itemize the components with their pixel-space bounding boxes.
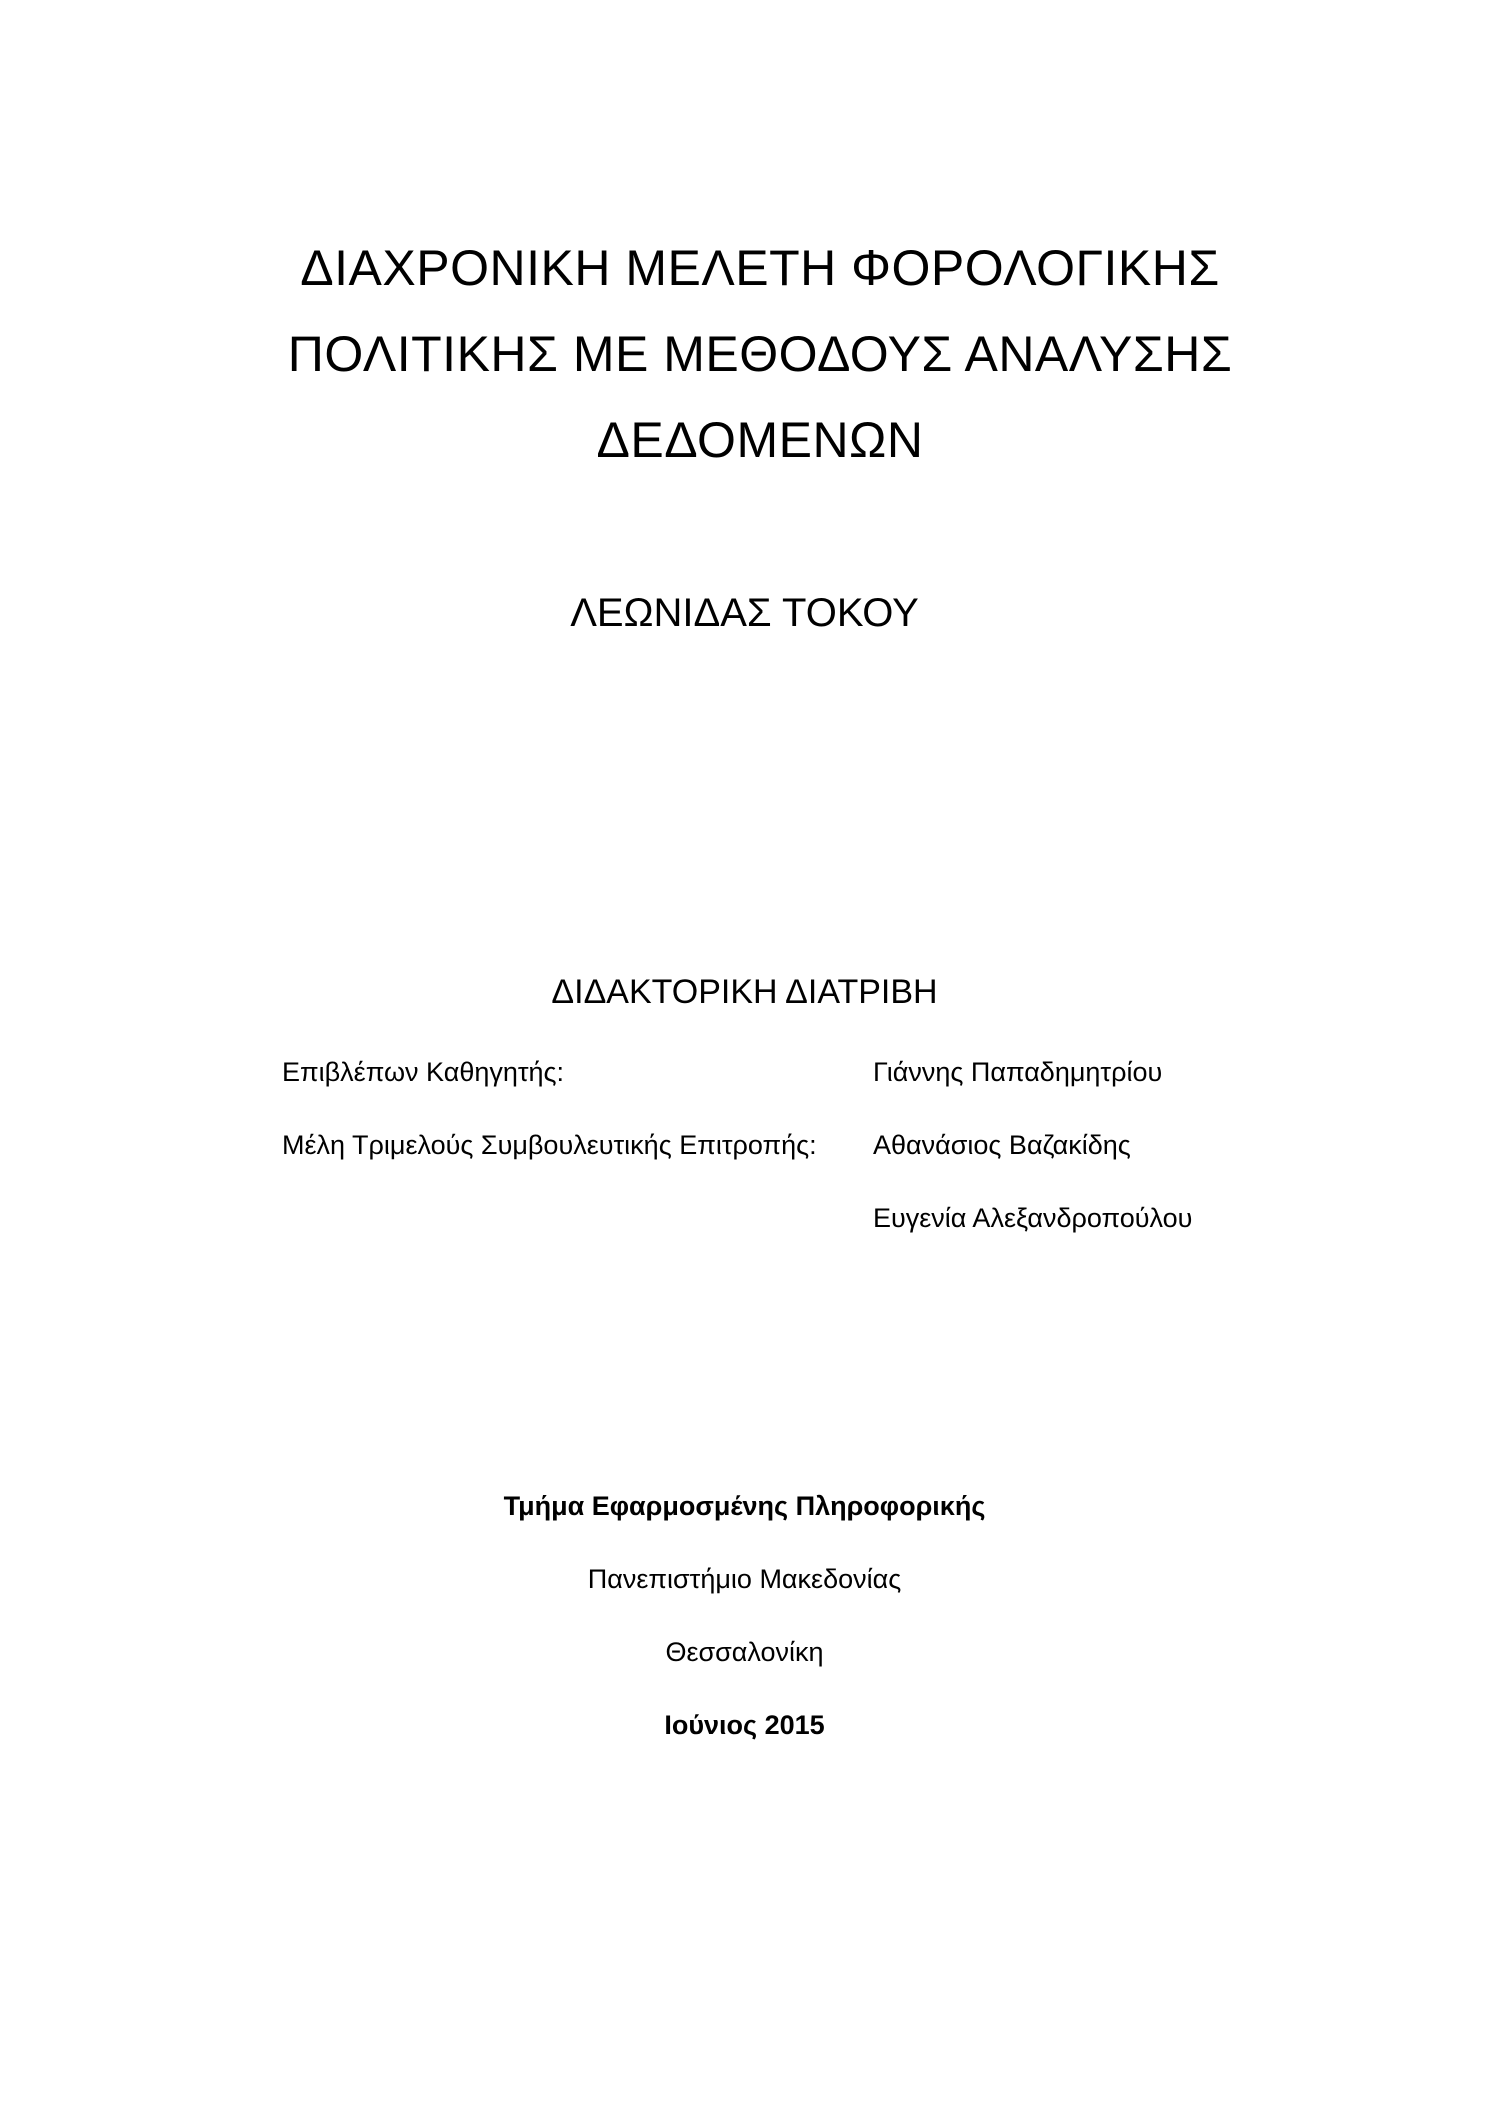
thesis-title-line-2: ΠΟΛΙΤΙΚΗΣ ΜΕ ΜΕΘΟΔΟΥΣ ΑΝΑΛΥΣΗΣ (287, 326, 1233, 382)
supervisor-name: Γιάννης Παπαδημητρίου (873, 1057, 1163, 1087)
supervisor-label: Επιβλέπων Καθηγητής: (282, 1057, 565, 1087)
department-name: Τμήμα Εφαρμοσμένης Πληροφορικής (503, 1491, 986, 1521)
committee-member-1: Αθανάσιος Βαζακίδης (873, 1130, 1131, 1160)
university-name: Πανεπιστήμιο Μακεδονίας (587, 1564, 902, 1594)
submission-date: Ιούνιος 2015 (664, 1710, 825, 1740)
thesis-title-line-1: ΔΙΑΧΡΟΝΙΚΗ ΜΕΛΕΤΗ ΦΟΡΟΛΟΓΙΚΗΣ (300, 240, 1220, 296)
committee-member-2: Ευγενία Αλεξανδροπούλου (873, 1203, 1193, 1233)
city-name: Θεσσαλονίκη (665, 1637, 824, 1667)
thesis-title-line-3: ΔΕΔΟΜΕΝΩΝ (596, 412, 924, 468)
committee-members-label: Μέλη Τριμελούς Συμβουλευτικής Επιτροπής: (282, 1130, 817, 1160)
author-name: ΛΕΩΝΙΔΑΣ ΤΟΚΟΥ (570, 591, 919, 635)
thesis-title (240, 225, 1280, 483)
document-type: ΔΙΔΑΚΤΟΡΙΚΗ ΔΙΑΤΡΙΒΗ (551, 973, 938, 1011)
